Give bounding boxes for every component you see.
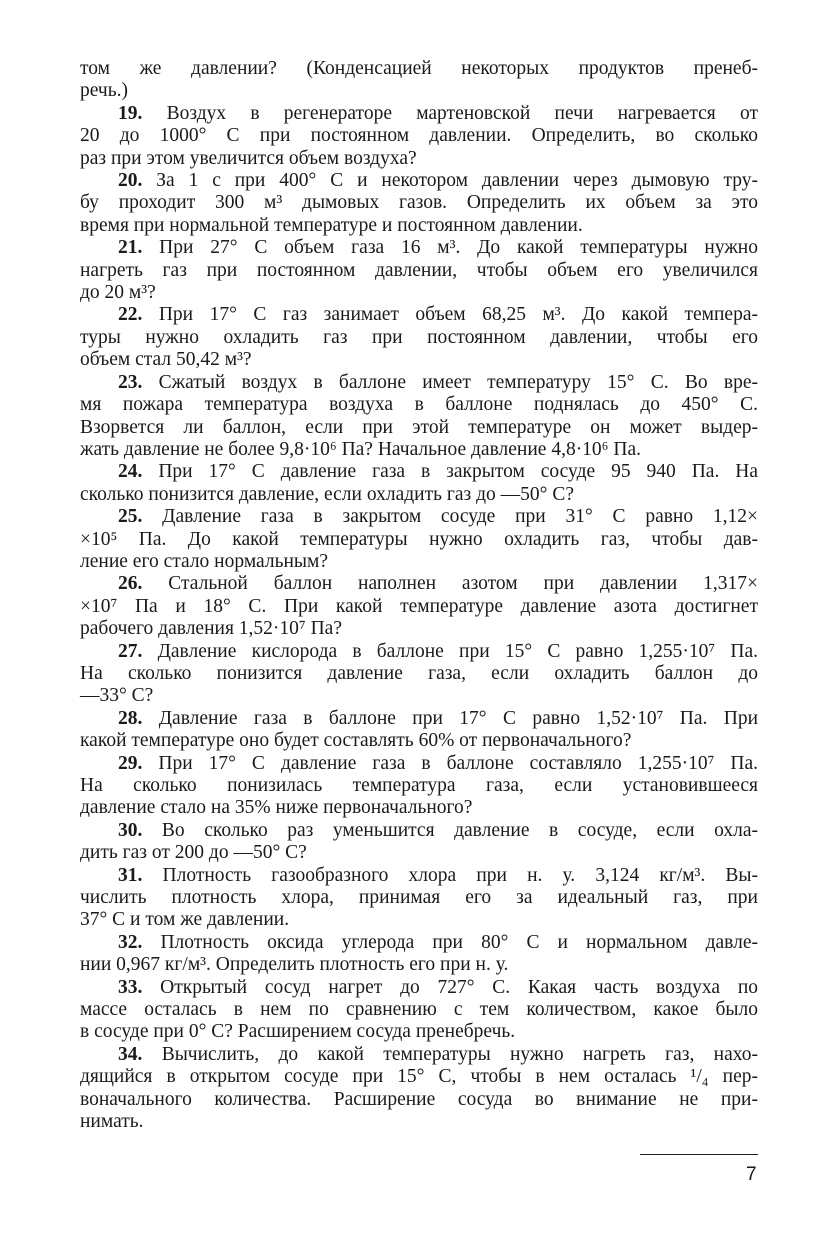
problem-number: 31.	[118, 864, 143, 886]
text-line	[80, 999, 758, 1021]
line-text: 37° С и том же давлении.	[80, 909, 290, 931]
text-line	[80, 529, 758, 551]
line-text: —33° С?	[80, 685, 154, 707]
text-line	[80, 1021, 758, 1043]
footer-rule	[640, 1154, 758, 1155]
line-text: речь.)	[80, 80, 128, 102]
text-line	[80, 282, 758, 304]
line-text: массе осталась в нем по сравнению с тем количеством, какое было	[80, 999, 758, 1021]
line-text: время при нормальной температуре и постоянном давлении.	[80, 214, 583, 236]
text-line	[80, 820, 758, 842]
line-text: том же давлении? (Конденсацией некоторых продуктов пренеб-	[80, 58, 758, 79]
line-text: Плотность газообразного хлора при н. у. 3,124 кг/м³. Вы-	[162, 864, 758, 886]
problem-number: 28.	[118, 707, 143, 729]
line-text: Стальной баллон наполнен азотом при давлении 1,317×	[168, 573, 758, 595]
text-line	[80, 215, 758, 237]
text-line	[80, 349, 758, 371]
line-text: При 17° С давление газа в баллоне составляло 1,255·10⁷ Па.	[158, 752, 758, 774]
text-line	[80, 753, 758, 775]
text-line	[80, 304, 758, 326]
text-line	[80, 573, 758, 595]
line-text: ×10⁷ Па и 18° С. При какой температуре давление азота достигнет	[80, 595, 758, 617]
text-line	[80, 730, 758, 752]
line-text: ×10⁵ Па. До какой температуры нужно охладить газ, чтобы дав-	[80, 528, 758, 550]
problem-paragraph	[80, 820, 758, 865]
text-line	[80, 394, 758, 416]
problem-paragraph	[80, 372, 758, 462]
problem-paragraph	[80, 753, 758, 820]
text-line	[80, 439, 758, 461]
page-number: 7	[746, 1164, 757, 1185]
text-line	[80, 58, 758, 80]
problem-number: 30.	[118, 819, 143, 841]
line-text: воначального количества. Расширение сосуда во внимание не при-	[80, 1088, 758, 1110]
problem-paragraph	[80, 865, 758, 932]
line-text: какой температуре оно будет составлять 60% от первоначального?	[80, 730, 632, 752]
text-line	[80, 641, 758, 663]
line-text: нагреть газ при постоянном давлении, чтобы объем его увеличился	[80, 259, 758, 281]
text-line	[80, 1089, 758, 1111]
text-line	[80, 551, 758, 573]
problem-number: 26.	[118, 573, 143, 595]
problem-paragraph	[80, 977, 758, 1044]
line-text: Во сколько раз уменьшится давление в сосуде, если охла-	[161, 819, 758, 841]
text-line	[80, 192, 758, 214]
line-text: давление стало на 35% ниже первоначального?	[80, 797, 473, 819]
text-line	[80, 80, 758, 102]
line-text: На сколько понизится давление газа, если охладить баллон до	[80, 662, 758, 684]
problem-paragraph	[80, 641, 758, 708]
text-line	[80, 596, 758, 618]
problem-number: 24.	[118, 461, 143, 483]
line-text: мя пожара температура воздуха в баллоне поднялась до 450° С.	[80, 394, 758, 416]
text-line	[80, 484, 758, 506]
text-line	[80, 977, 758, 999]
line-text: бу проходит 300 м³ дымовых газов. Определить их объем за это	[80, 192, 758, 214]
text-line	[80, 887, 758, 909]
text-line	[80, 237, 758, 259]
line-text: дить газ от 200 до —50° С?	[80, 842, 307, 864]
text-line	[80, 708, 758, 730]
problem-number: 34.	[118, 1043, 143, 1065]
text-line	[80, 417, 758, 439]
text-line	[80, 1066, 758, 1088]
line-text: Давление газа в баллоне при 17° С равно 1,52·10⁷ Па. При	[158, 707, 759, 729]
text-line	[80, 954, 758, 976]
problem-number: 21.	[118, 237, 143, 259]
problem-paragraph	[80, 170, 758, 237]
line-text: Давление газа в закрытом сосуде при 31° С равно 1,12×	[162, 506, 759, 528]
text-line	[80, 663, 758, 685]
line-text: На сколько понизилась температура газа, если установившееся	[80, 775, 758, 796]
problem-number: 23.	[118, 371, 143, 393]
text-line	[80, 685, 758, 707]
text-line	[80, 865, 758, 887]
text-line	[80, 842, 758, 864]
text-line	[80, 148, 758, 170]
text-line	[80, 372, 758, 394]
line-text: дящийся в открытом сосуде при 15° С, чтобы в нем осталась ¹/₄ пер-	[80, 1066, 758, 1088]
problem-number: 20.	[118, 170, 143, 192]
line-text: нимать.	[80, 1111, 144, 1133]
line-text: Плотность оксида углерода при 80° С и нормальном давле-	[160, 931, 759, 953]
line-text: туры нужно охладить газ при постоянном давлении, чтобы его	[80, 326, 758, 348]
problem-paragraph	[80, 304, 758, 371]
line-text: Открытый сосуд нагрет до 727° С. Какая часть воздуха по	[160, 976, 759, 998]
line-text: раз при этом увеличится объем воздуха?	[80, 147, 417, 169]
line-text: в сосуде при 0° С? Расширением сосуда пренебречь.	[80, 1021, 516, 1043]
line-text: Сжатый воздух в баллоне имеет температуру 15° С. Во вре-	[158, 371, 758, 393]
problem-paragraph	[80, 932, 758, 977]
problem-paragraph	[80, 237, 758, 304]
problem-paragraph	[80, 506, 758, 573]
line-text: 20 до 1000° С при постоянном давлении. Определить, во сколько	[80, 125, 758, 147]
problem-paragraph	[80, 103, 758, 170]
problem-number: 29.	[118, 752, 143, 774]
problem-paragraph	[80, 1044, 758, 1134]
line-text: объем стал 50,42 м³?	[80, 349, 252, 371]
problem-number: 22.	[118, 304, 143, 326]
line-text: При 17° С газ занимает объем 68,25 м³. До какой темпера-	[158, 304, 758, 326]
problem-number: 25.	[118, 506, 143, 528]
text-line	[80, 797, 758, 819]
text-line	[80, 260, 758, 282]
problem-number: 32.	[118, 931, 143, 953]
problem-paragraph	[80, 708, 758, 753]
text-line	[80, 103, 758, 125]
text-line	[80, 327, 758, 349]
continuation-paragraph	[80, 58, 758, 103]
problem-number: 19.	[118, 102, 143, 124]
problem-number: 33.	[118, 976, 143, 998]
text-line	[80, 932, 758, 954]
line-text: Давление кислорода в баллоне при 15° С равно 1,255·10⁷ Па.	[157, 640, 759, 662]
text-line	[80, 170, 758, 192]
text-line	[80, 909, 758, 931]
line-text: Вычислить, до какой температуры нужно нагреть газ, нахо-	[161, 1043, 759, 1065]
line-text: жать давление не более 9,8·10⁶ Па? Начальное давление 4,8·10⁶ Па.	[80, 438, 641, 460]
line-text: числить плотность хлора, принимая его за идеальный газ, при	[80, 887, 758, 909]
line-text: При 27° С объем газа 16 м³. До какой температуры нужно	[159, 237, 758, 259]
text-line	[80, 775, 758, 797]
line-text: рабочего давления 1,52·10⁷ Па?	[80, 618, 342, 640]
line-text: сколько понизится давление, если охладить газ до —50° С?	[80, 483, 575, 505]
text-line	[80, 506, 758, 528]
line-text: до 20 м³?	[80, 282, 156, 304]
line-text: Взорвется ли баллон, если при этой температуре он может выдер-	[80, 416, 758, 438]
line-text: Воздух в регенераторе мартеновской печи нагревается от	[166, 102, 758, 124]
text-line	[80, 461, 758, 483]
page-body	[80, 58, 758, 1134]
problem-number: 27.	[118, 640, 143, 662]
text-line	[80, 1111, 758, 1133]
text-line	[80, 1044, 758, 1066]
problem-paragraph	[80, 461, 758, 506]
line-text: При 17° С давление газа в закрытом сосуде 95 940 Па. На	[158, 461, 758, 483]
line-text: ление его стало нормальным?	[80, 550, 329, 572]
text-line	[80, 125, 758, 147]
line-text: нии 0,967 кг/м³. Определить плотность его при н. у.	[80, 954, 509, 976]
line-text: За 1 с при 400° С и некотором давлении через дымовую тру-	[156, 170, 758, 192]
problem-paragraph	[80, 573, 758, 640]
text-line	[80, 618, 758, 640]
